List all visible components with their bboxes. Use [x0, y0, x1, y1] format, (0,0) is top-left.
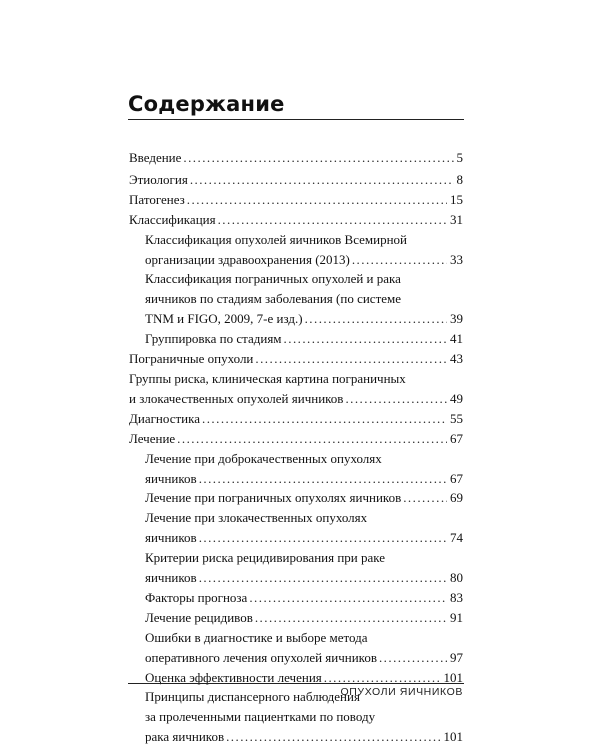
toc-entry-row	[129, 148, 463, 168]
toc-entry	[129, 210, 463, 230]
toc-entry-row	[145, 329, 463, 349]
toc-entry-title-line: яичников	[145, 530, 197, 546]
toc-entry-title-line: Оценка эффективности лечения	[145, 669, 322, 685]
toc-entry-title-line: оперативного лечения опухолей яичников	[145, 649, 377, 665]
toc-entry-title-line: организации здравоохранения (2013)	[145, 251, 350, 267]
toc-page-number: 33	[450, 251, 463, 267]
toc-page-number: 101	[443, 729, 463, 745]
toc-entry-title-line: TNM и FIGO, 2009, 7-е изд.)	[145, 311, 303, 327]
toc-entry-title-line: Лечение при пограничных опухолях яичников	[145, 490, 402, 506]
toc-entry-title-line: Группировка по стадиям	[145, 331, 282, 347]
dot-leader	[324, 668, 441, 688]
toc-entry-title-line: Лечение при злокачественных опухолях	[145, 510, 368, 526]
toc-entry-title-line: яичников по стадиям заболевания (по системе	[145, 291, 402, 307]
toc-entry-row	[145, 568, 463, 588]
toc-entry-title-line: Лечение рецидивов	[145, 609, 253, 625]
toc-entry-title-line: за пролеченными пациентками по поводу	[145, 709, 376, 725]
toc-page-number: 31	[450, 211, 463, 227]
dot-leader	[177, 429, 447, 449]
toc-page-number: 15	[450, 191, 463, 207]
toc-entry	[129, 449, 463, 489]
toc-entry	[129, 409, 463, 429]
toc-entry-row	[129, 210, 463, 230]
dot-leader	[226, 727, 440, 747]
toc-entry-row	[129, 170, 463, 190]
dot-leader	[190, 170, 454, 190]
toc-entry	[129, 608, 463, 628]
title-rule	[128, 119, 464, 120]
toc-entry-title-line: Патогенез	[129, 191, 185, 207]
toc-entry-title-line: рака яичников	[145, 729, 225, 745]
dot-leader	[255, 608, 447, 628]
toc-page-number: 80	[450, 570, 463, 586]
toc-entry-title-line: и злокачественных опухолей яичников	[129, 390, 344, 406]
table-of-contents	[129, 148, 463, 747]
toc-entry-row	[145, 727, 463, 747]
running-footer: ОПУХОЛИ ЯИЧНИКОВ	[340, 686, 463, 698]
toc-page-number: 41	[450, 331, 463, 347]
toc-entry	[129, 230, 463, 270]
toc-entry	[129, 190, 463, 210]
toc-entry-title-line: Диагностика	[129, 410, 201, 426]
toc-entry-title-line: Введение	[129, 150, 182, 165]
toc-entry	[129, 349, 463, 369]
toc-entry	[129, 269, 463, 329]
toc-entry-title-line: Группы риска, клиническая картина пограничных	[129, 370, 406, 386]
toc-entry-row	[129, 349, 463, 369]
toc-page-number: 91	[450, 609, 463, 625]
toc-entry-row	[129, 389, 463, 409]
toc-page-number: 43	[450, 351, 463, 367]
dot-leader	[379, 648, 447, 668]
toc-entry	[129, 628, 463, 668]
toc-entry	[129, 369, 463, 409]
dot-leader	[199, 528, 447, 548]
toc-entry-title-line: Ошибки в диагностике и выборе метода	[145, 629, 368, 645]
toc-page-number: 55	[450, 410, 463, 426]
toc-entry-title-line: яичников	[145, 470, 197, 486]
toc-entry-row	[145, 250, 463, 270]
toc-entry	[129, 429, 463, 449]
toc-entry-title-line: Пограничные опухоли	[129, 351, 254, 367]
toc-page-number: 83	[450, 589, 463, 605]
dot-leader	[199, 568, 447, 588]
dot-leader	[187, 190, 447, 210]
toc-page-number: 67	[450, 430, 463, 446]
toc-entry-row	[145, 528, 463, 548]
dot-leader	[403, 488, 447, 508]
toc-entry-title-line: Классификация опухолей яичников Всемирной	[145, 231, 407, 247]
toc-page-number: 74	[450, 530, 463, 546]
page-title: Содержание	[128, 92, 285, 116]
dot-leader	[305, 309, 447, 329]
toc-entry-title-line: Классификация пограничных опухолей и рака	[145, 271, 401, 287]
toc-entry	[129, 148, 463, 168]
toc-entry-title-line: Лечение	[129, 430, 176, 446]
toc-entry-title-line: Лечение при доброкачественных опухолях	[145, 450, 382, 466]
dot-leader	[202, 409, 447, 429]
toc-entry-title-line: Критерии риска рецидивирования при раке	[145, 550, 386, 566]
toc-entry-title-line: Факторы прогноза	[145, 589, 248, 605]
toc-page-number: 67	[450, 470, 463, 486]
toc-page-number: 39	[450, 311, 463, 327]
toc-entry	[129, 548, 463, 588]
toc-entry-row	[145, 608, 463, 628]
toc-entry-title-line: Принципы диспансерного наблюдения	[145, 689, 360, 705]
dot-leader	[352, 250, 447, 270]
toc-entry-title-line: Этиология	[129, 171, 188, 187]
toc-entry-title-line: Классификация	[129, 211, 216, 227]
toc-entry	[129, 170, 463, 190]
toc-page-number: 101	[443, 669, 463, 685]
toc-page-number: 97	[450, 649, 463, 665]
toc-page-number: 49	[450, 390, 463, 406]
dot-leader	[249, 588, 447, 608]
toc-entry-row	[145, 668, 463, 688]
toc-entry-row	[129, 409, 463, 429]
dot-leader	[218, 210, 447, 230]
toc-entry	[129, 488, 463, 508]
dot-leader	[284, 329, 447, 349]
toc-entry-row	[145, 488, 463, 508]
toc-entry-row	[145, 648, 463, 668]
dot-leader	[255, 349, 447, 369]
toc-entry-row	[129, 429, 463, 449]
toc-entry-row	[145, 469, 463, 489]
toc-entry-row	[145, 588, 463, 608]
toc-entry	[129, 329, 463, 349]
toc-page-number: 5	[456, 150, 463, 165]
toc-entry	[129, 668, 463, 688]
dot-leader	[183, 148, 453, 168]
toc-entry-row	[129, 190, 463, 210]
toc-entry-row	[145, 309, 463, 329]
footer-rule	[128, 683, 464, 684]
toc-entry	[129, 508, 463, 548]
toc-entry	[129, 588, 463, 608]
dot-leader	[199, 469, 447, 489]
dot-leader	[345, 389, 447, 409]
toc-page-number: 69	[450, 490, 463, 506]
toc-entry-title-line: яичников	[145, 570, 197, 586]
toc-page-number: 8	[456, 171, 463, 187]
